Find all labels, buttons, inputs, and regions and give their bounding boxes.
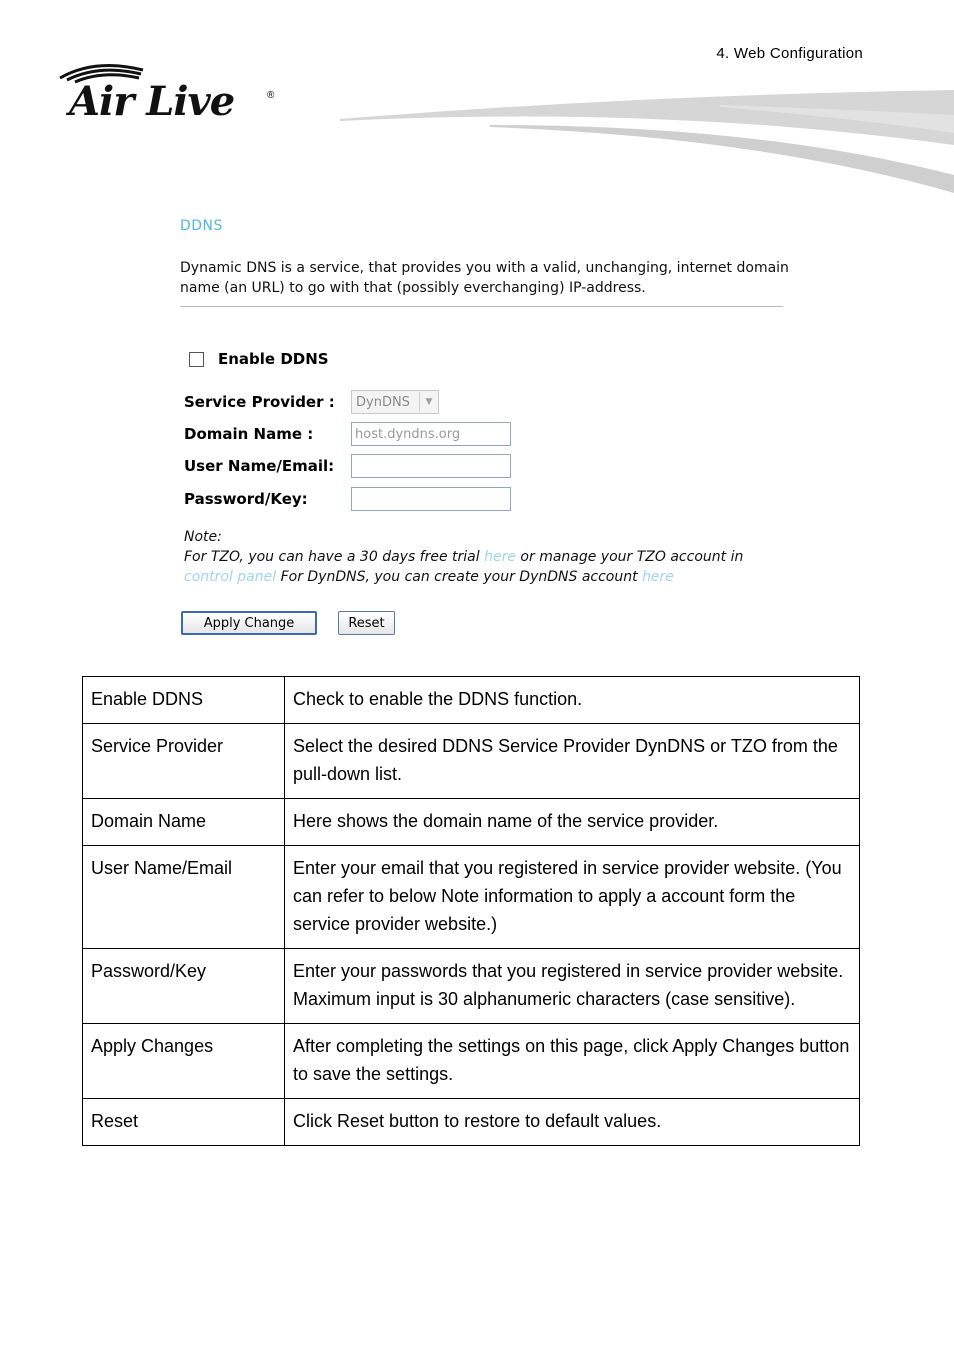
user-name-input[interactable] bbox=[351, 454, 511, 478]
enable-ddns-label: Enable DDNS bbox=[218, 350, 329, 368]
reset-button[interactable]: Reset bbox=[338, 611, 395, 635]
password-label: Password/Key: bbox=[184, 490, 308, 508]
table-row bbox=[83, 677, 860, 724]
note-part-1: For TZO, you can have a 30 days free trial bbox=[184, 549, 485, 565]
table-row bbox=[83, 1099, 860, 1146]
service-provider-value: DynDNS bbox=[356, 394, 410, 410]
domain-name-input[interactable] bbox=[351, 422, 511, 446]
control-panel-link[interactable]: control panel bbox=[184, 569, 277, 585]
header-swoosh-decoration bbox=[340, 85, 954, 200]
chevron-down-icon: ▼ bbox=[419, 392, 438, 412]
table-cell-name: Reset bbox=[83, 1099, 285, 1146]
table-cell-desc: Select the desired DDNS Service Provider DynDNS or TZO from the pull-down list. bbox=[285, 724, 860, 799]
table-cell-desc: Enter your email that you registered in service provider website. (You can refer to below Note information to apply a account form the service provider website.) bbox=[285, 846, 860, 949]
note-part-2: or manage your TZO account in bbox=[515, 549, 744, 565]
table-cell-desc: Click Reset button to restore to default values. bbox=[285, 1099, 860, 1146]
table-row bbox=[83, 1024, 860, 1099]
table-row bbox=[83, 846, 860, 949]
logo-wordmark: Air Live bbox=[69, 78, 235, 125]
table-cell-name: Domain Name bbox=[83, 799, 285, 846]
airlive-logo bbox=[55, 60, 285, 130]
divider bbox=[180, 306, 783, 307]
table-cell-desc: Enter your passwords that you registered in service provider website. Maximum input is 30 alphanumeric characters (case sensitive). bbox=[285, 949, 860, 1024]
section-header: 4. Web Configuration bbox=[716, 45, 863, 62]
apply-change-button[interactable]: Apply Change bbox=[181, 611, 317, 635]
note-block bbox=[184, 527, 784, 587]
ddns-description: Dynamic DNS is a service, that provides you with a valid, unchanging, internet domain name (an URL) to go with that (possibly everchanging) IP-address. bbox=[180, 260, 789, 296]
table-cell-desc: Here shows the domain name of the service provider. bbox=[285, 799, 860, 846]
enable-ddns-row bbox=[189, 350, 329, 368]
table-cell-name: Service Provider bbox=[83, 724, 285, 799]
enable-ddns-checkbox[interactable] bbox=[189, 352, 204, 367]
user-name-label: User Name/Email: bbox=[184, 457, 335, 475]
table-cell-name: Apply Changes bbox=[83, 1024, 285, 1099]
note-part-3: For DynDNS, you can create your DynDNS account bbox=[276, 569, 643, 585]
ddns-panel bbox=[180, 218, 790, 307]
table-cell-name: User Name/Email bbox=[83, 846, 285, 949]
table-cell-name: Password/Key bbox=[83, 949, 285, 1024]
ddns-title: DDNS bbox=[180, 218, 223, 234]
service-provider-label: Service Provider : bbox=[184, 393, 335, 411]
table-row bbox=[83, 949, 860, 1024]
table-row bbox=[83, 799, 860, 846]
service-provider-select[interactable] bbox=[351, 390, 439, 414]
table-cell-name: Enable DDNS bbox=[83, 677, 285, 724]
password-input[interactable] bbox=[351, 487, 511, 511]
dyndns-create-link[interactable]: here bbox=[642, 569, 674, 585]
note-text bbox=[184, 547, 784, 587]
note-heading: Note: bbox=[184, 529, 222, 545]
field-description-table bbox=[82, 676, 860, 1146]
table-cell-desc: Check to enable the DDNS function. bbox=[285, 677, 860, 724]
registered-mark: ® bbox=[267, 90, 275, 101]
table-cell-desc: After completing the settings on this page, click Apply Changes button to save the settings. bbox=[285, 1024, 860, 1099]
domain-name-label: Domain Name : bbox=[184, 425, 314, 443]
tzo-trial-link[interactable]: here bbox=[484, 549, 516, 565]
table-row bbox=[83, 724, 860, 799]
